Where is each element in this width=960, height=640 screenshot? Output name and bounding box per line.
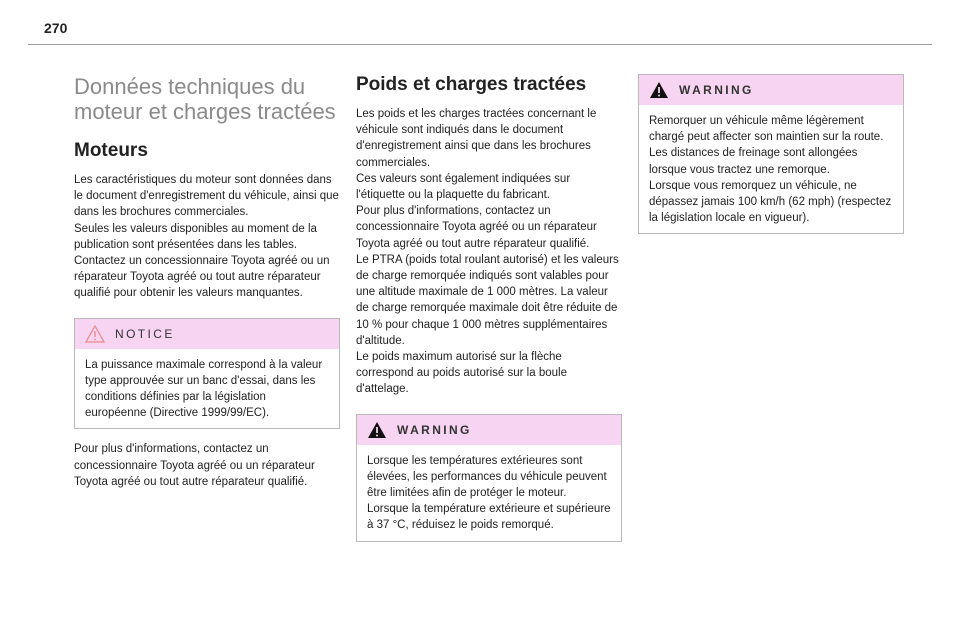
engines-intro-2: Seules les valeurs disponibles au moment de la publication sont présentées dans les tables. bbox=[74, 222, 317, 251]
weights-p5: Le poids maximum autorisé sur la flèche correspond au poids autorisé sur la boule d'attelage. bbox=[356, 351, 567, 396]
warning-p3: Lorsque vous remorquez un véhicule, ne dépassez jamais 100 km/h (62 mph) (respectez la législation locale en vigueur). bbox=[649, 179, 892, 225]
warning-box-towing bbox=[638, 74, 904, 234]
warning-box-temperature bbox=[356, 414, 622, 542]
warning-outline-icon bbox=[85, 325, 105, 343]
notice-box bbox=[74, 318, 340, 430]
column-towing-warning bbox=[638, 74, 904, 234]
notice-label: NOTICE bbox=[115, 326, 175, 341]
weights-p1: Les poids et les charges tractées concernant le véhicule sont indiqués dans le document d'enregistrement ainsi que dans les brochures commerciales. bbox=[356, 108, 597, 169]
weights-p2: Ces valeurs sont également indiquées sur l'étiquette ou la plaquette du fabricant. bbox=[356, 172, 571, 202]
column-weights bbox=[356, 74, 622, 542]
section-title-engines: Moteurs bbox=[74, 140, 148, 161]
header-divider bbox=[28, 44, 932, 45]
warning-filled-icon bbox=[367, 421, 387, 439]
warning-p1: Remorquer un véhicule même légèrement chargé peut affecter son maintien sur la route. bbox=[649, 115, 884, 144]
section-title-weights: Poids et charges tractées bbox=[356, 74, 587, 95]
weights-p3: Pour plus d'informations, contactez un concessionnaire Toyota agréé ou un réparateur Toyota agréé ou tout autre réparateur qualifié. bbox=[356, 205, 597, 250]
chapter-title: Données techniques du moteur et charges tractées bbox=[74, 74, 336, 124]
engines-intro: Les caractéristiques du moteur sont données dans le document d'enregistrement du véhicule, ainsi que dans les brochures commerciales. bbox=[74, 174, 339, 219]
warning-label: WARNING bbox=[679, 83, 754, 97]
engines-intro-3: Contactez un concessionnaire Toyota agréé ou un réparateur Toyota agréé ou tout autre réparateur qualifié pour obtenir les valeurs manquantes. bbox=[74, 255, 330, 300]
warning-filled-icon bbox=[649, 81, 669, 99]
warning-body: Lorsque les températures extérieures sont élevées, les performances du véhicule peuvent être limitées afin de protéger le moteur. Lorsque la température extérieure et supérieure à 37 °C, réduisez le poids remorqué. bbox=[367, 454, 611, 532]
notice-body: La puissance maximale correspond à la valeur type approuvée sur un banc d'essai, dans les conditions définies par la législation européenne (Directive 1999/99/EC). bbox=[85, 358, 323, 420]
page-number: 270 bbox=[44, 20, 68, 36]
notice-header bbox=[75, 319, 339, 349]
weights-p4: Le PTRA (poids total roulant autorisé) et les valeurs de charge remorquée indiqués sont valables pour une altitude maximale de 1 000 mètres. La valeur de charge remorquée maximale doit être réduite de 10 % pour chaque 1 000 mètres supplémentaires d'altitude. bbox=[356, 253, 619, 347]
column-engine bbox=[74, 74, 340, 490]
warning-body bbox=[639, 105, 903, 233]
warning-header bbox=[357, 415, 621, 445]
warning-label: WARNING bbox=[397, 422, 472, 437]
warning-p2: Les distances de freinage sont allongées lorsque vous tractez une remorque. bbox=[649, 147, 858, 176]
engines-outro: Pour plus d'informations, contactez un concessionnaire Toyota agréé ou un réparateur Toyota agréé ou tout autre réparateur qualifié. bbox=[74, 443, 315, 488]
warning-header bbox=[639, 75, 903, 105]
